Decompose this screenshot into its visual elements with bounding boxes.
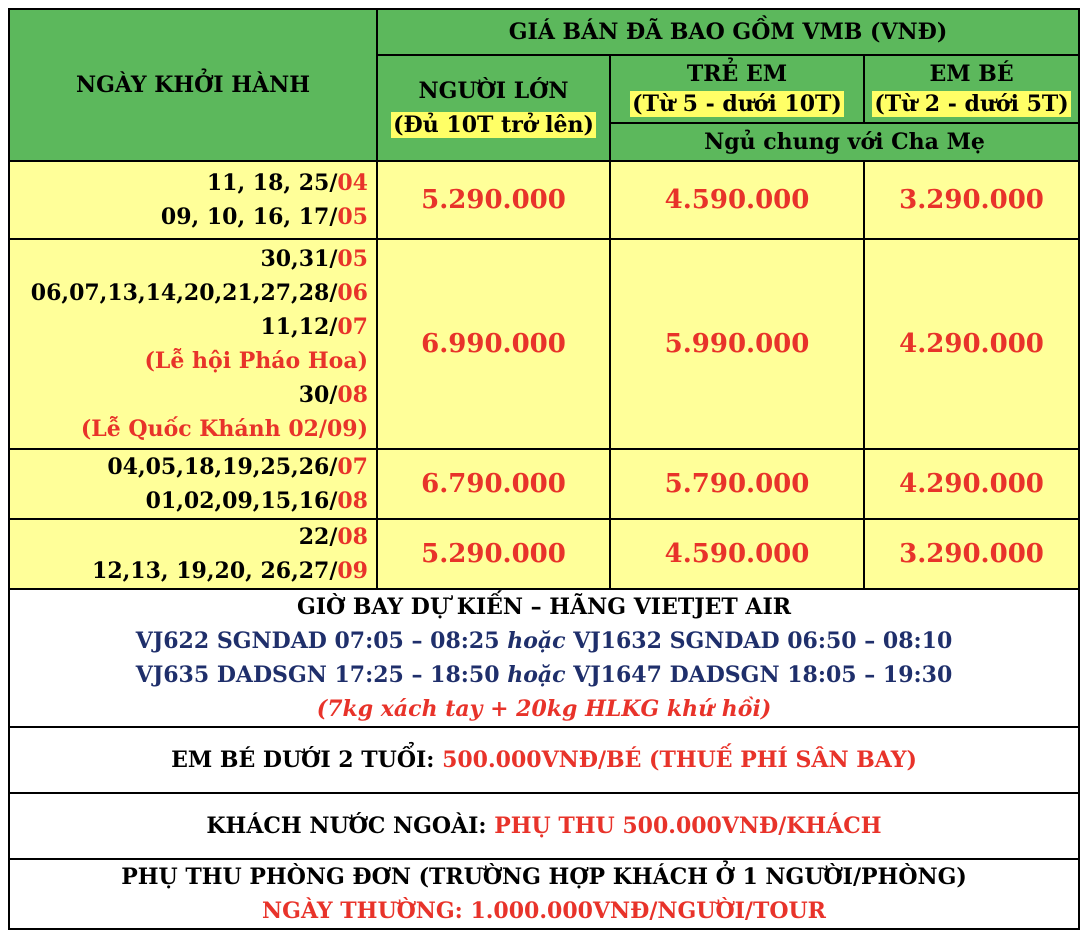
- flight-line: VJ622 SGNDAD 07:05 – 08:25 hoặc VJ1632 SGNDAD 06:50 – 08:10: [135, 628, 953, 654]
- date-line: 04,05,18,19,25,26/07: [107, 454, 368, 480]
- adult-price: 5.290.000: [377, 519, 610, 589]
- date-line: 30/08: [298, 382, 368, 408]
- date-line: 11,12/07: [260, 314, 368, 340]
- foreign-guest-label: KHÁCH NƯỚC NGOÀI:: [206, 813, 495, 839]
- flight-line: VJ635 DADSGN 17:25 – 18:50 hoặc VJ1647 DADSGN 18:05 – 19:30: [135, 662, 953, 688]
- infant-header: [864, 55, 1079, 123]
- date-line: 01,02,09,15,16/08: [145, 488, 368, 514]
- flight-info-cell: [9, 589, 1079, 727]
- departure-dates-cell: [9, 161, 377, 239]
- infant-price: 4.290.000: [864, 239, 1079, 449]
- child-price: 4.590.000: [610, 161, 864, 239]
- child-header: [610, 55, 864, 123]
- foreign-guest-cell: [9, 793, 1079, 859]
- single-room-cell: [9, 859, 1079, 929]
- departure-dates-cell: [9, 519, 377, 589]
- date-line: 11, 18, 25/04: [206, 170, 368, 196]
- infant-price: 4.290.000: [864, 449, 1079, 519]
- adult-label: NGƯỜI LỚN: [418, 78, 569, 104]
- child-price: 5.790.000: [610, 449, 864, 519]
- departure-dates-cell: [9, 239, 377, 449]
- departure-dates-cell: [9, 449, 377, 519]
- date-line: 22/08: [298, 524, 368, 550]
- date-line: 30,31/05: [260, 246, 368, 272]
- adult-note: (Đủ 10T trở lên): [393, 112, 594, 138]
- departure-date-header: NGÀY KHỞI HÀNH: [9, 9, 377, 161]
- child-price: 4.590.000: [610, 519, 864, 589]
- single-room-value: NGÀY THƯỜNG: 1.000.000VNĐ/NGƯỜI/TOUR: [262, 898, 826, 924]
- tour-price-table: [8, 8, 1080, 930]
- date-line: 06,07,13,14,20,21,27,28/06: [30, 280, 368, 306]
- child-price: 5.990.000: [610, 239, 864, 449]
- infant-price: 3.290.000: [864, 161, 1079, 239]
- price-table-container: [8, 8, 1078, 930]
- price-title-header: GIÁ BÁN ĐÃ BAO GỒM VMB (VNĐ): [377, 9, 1079, 55]
- single-room-label: PHỤ THU PHÒNG ĐƠN (TRƯỜNG HỢP KHÁCH Ở 1 NGƯỜI/PHÒNG): [121, 864, 967, 890]
- event-note: (Lễ Quốc Khánh 02/09): [80, 416, 368, 442]
- flight-title: GIỜ BAY DỰ KIẾN – HÃNG VIETJET AIR: [296, 594, 792, 620]
- child-note: (Từ 5 - dưới 10T): [632, 91, 842, 117]
- infant-under2-label: EM BÉ DƯỚI 2 TUỔI:: [171, 747, 443, 773]
- child-label: TRẺ EM: [686, 61, 788, 87]
- date-line: 12,13, 19,20, 26,27/09: [92, 558, 368, 584]
- infant-note: (Từ 2 - dưới 5T): [874, 91, 1069, 117]
- date-line: 09, 10, 16, 17/05: [160, 204, 368, 230]
- event-note: (Lễ hội Pháo Hoa): [144, 348, 368, 374]
- baggage-note: (7kg xách tay + 20kg HLKG khứ hồi): [316, 696, 772, 722]
- infant-label: EM BÉ: [929, 61, 1014, 87]
- infant-under2-value: 500.000VNĐ/BÉ (THUẾ PHÍ SÂN BAY): [442, 747, 917, 773]
- adult-price: 6.790.000: [377, 449, 610, 519]
- adult-price: 5.290.000: [377, 161, 610, 239]
- foreign-guest-value: PHỤ THU 500.000VNĐ/KHÁCH: [494, 813, 882, 839]
- infant-price: 3.290.000: [864, 519, 1079, 589]
- adult-price: 6.990.000: [377, 239, 610, 449]
- infant-under2-cell: [9, 727, 1079, 793]
- adult-header: [377, 55, 610, 161]
- sharing-note-header: Ngủ chung với Cha Mẹ: [610, 123, 1079, 161]
